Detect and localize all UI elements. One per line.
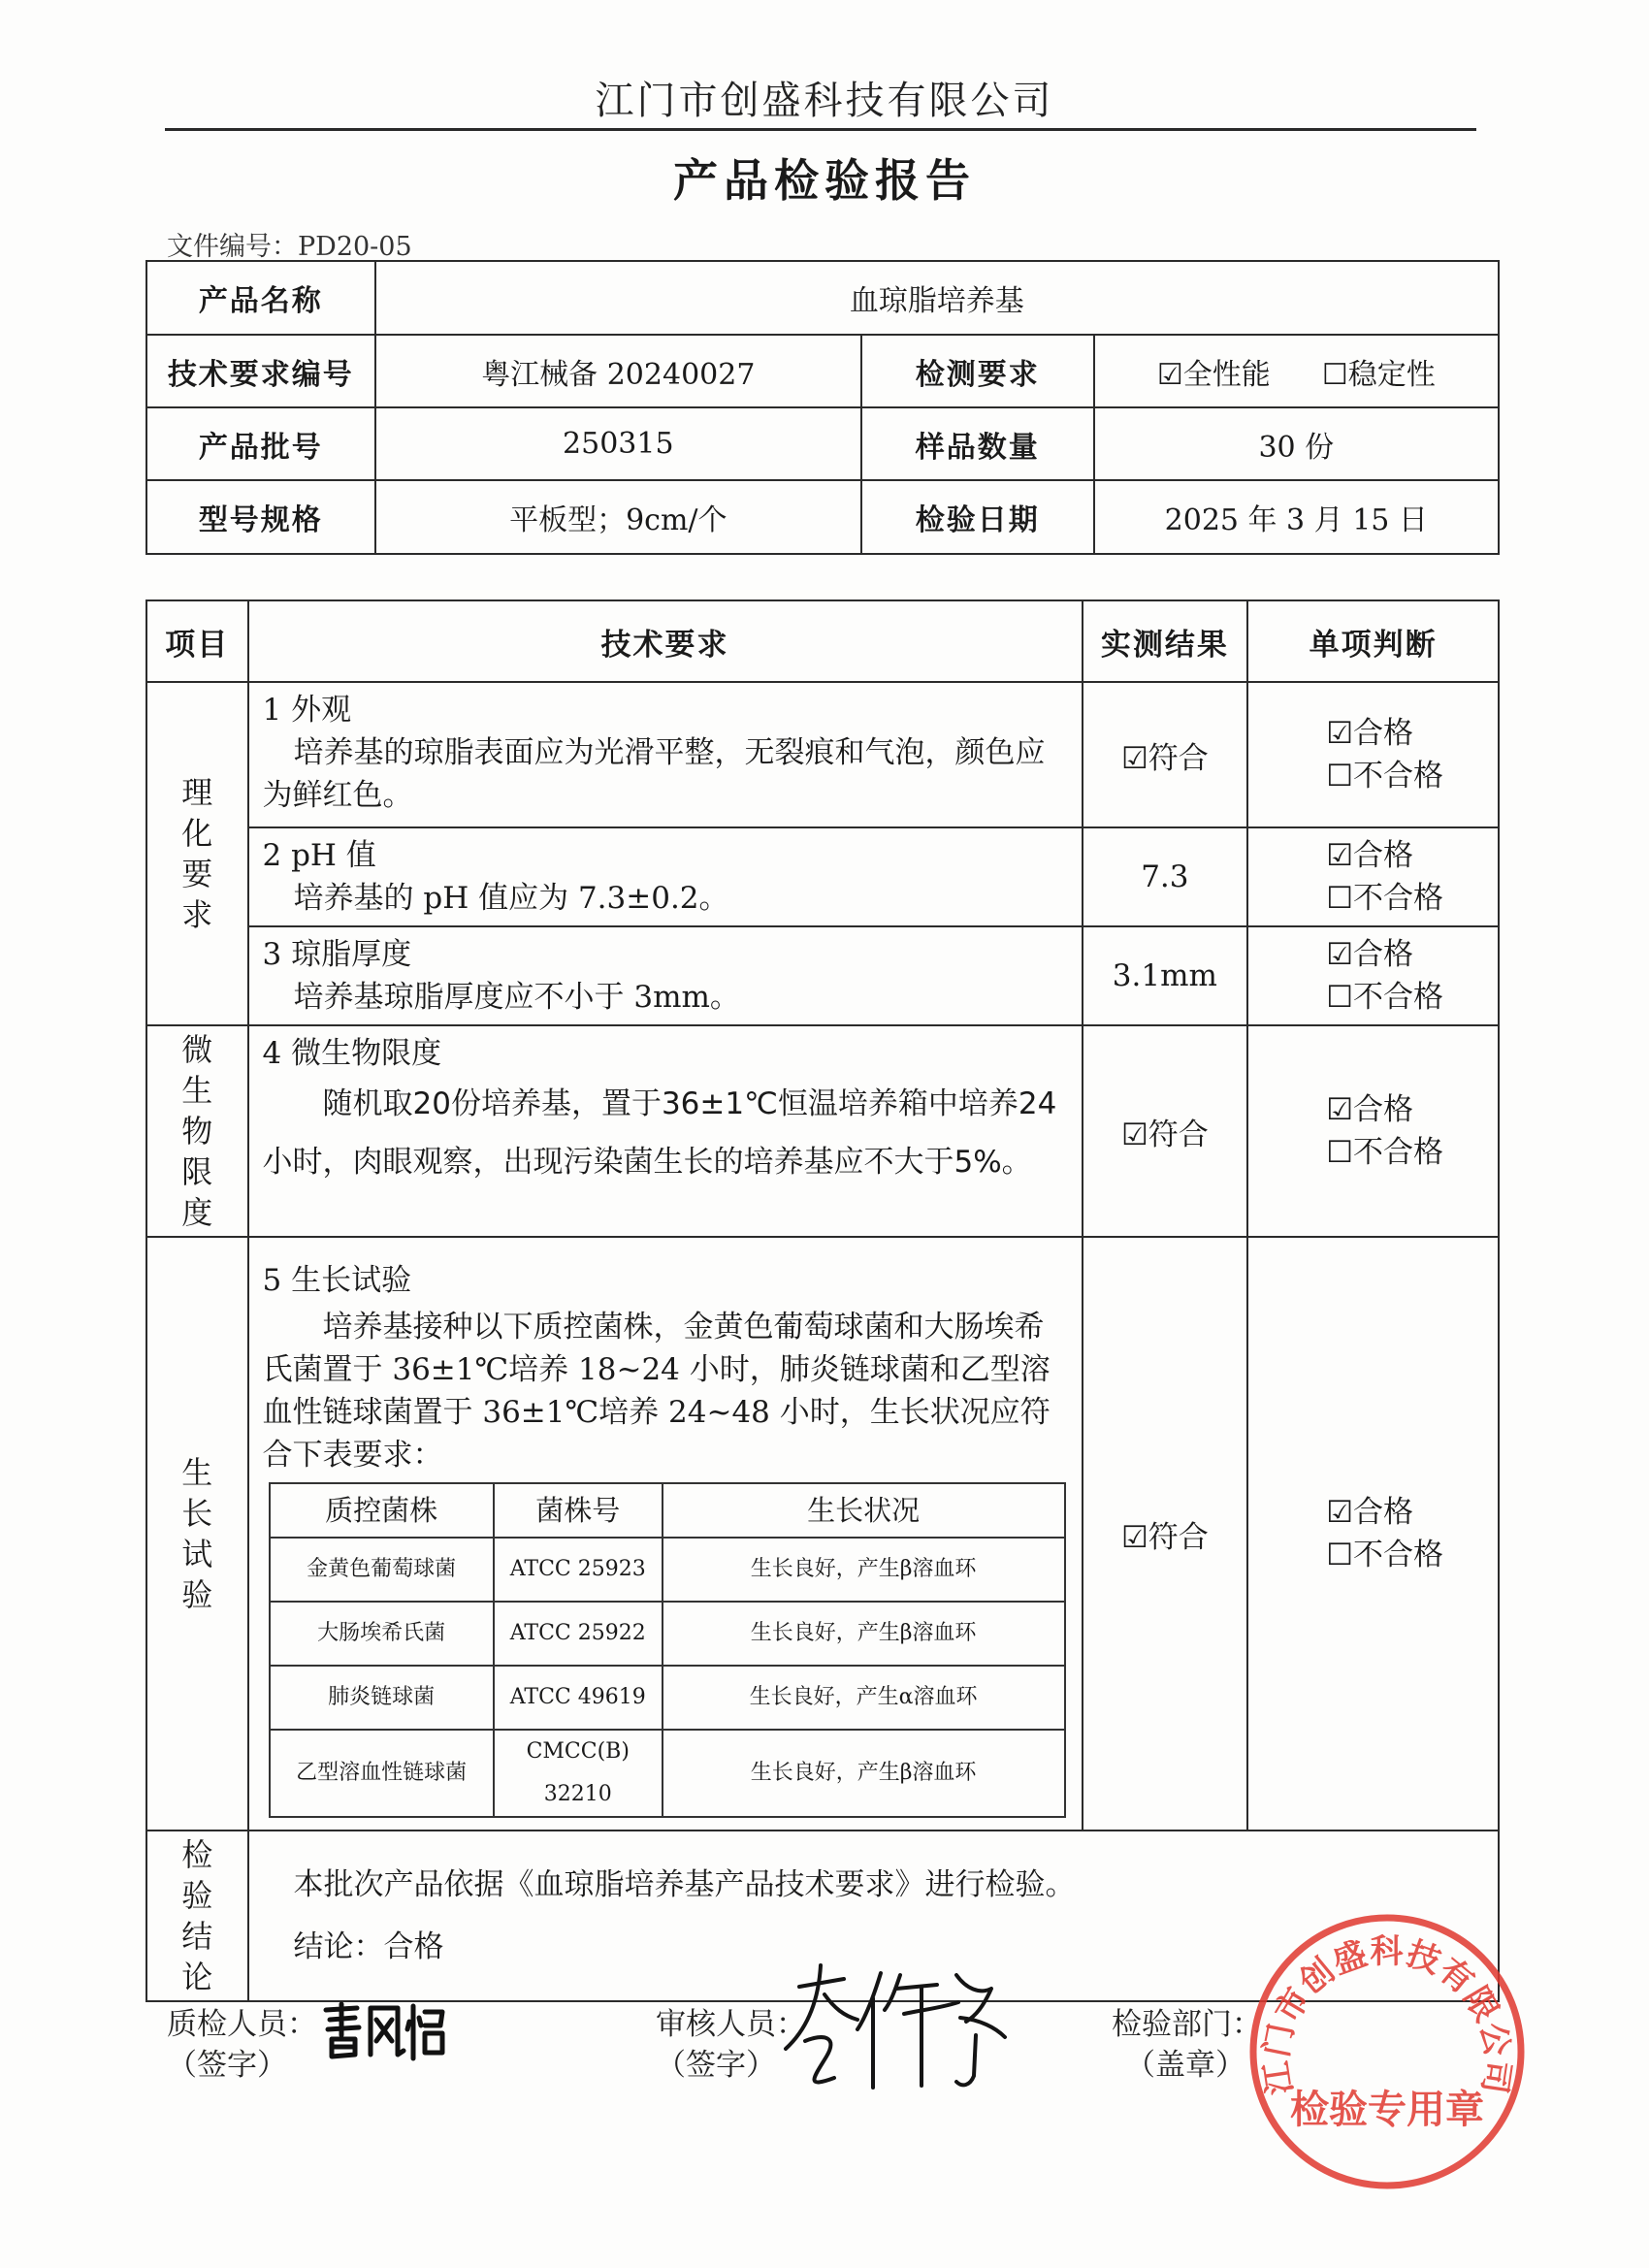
conclusion-result: 结论：合格 [293, 1929, 444, 1964]
batch-value: 250315 [375, 407, 861, 480]
result-thickness: 3.1mm [1083, 926, 1248, 1025]
requirement-appearance: 1 外观 培养基的琼脂表面应为光滑平整，无裂痕和气泡，颜色应为鲜红色。 [248, 682, 1083, 827]
header-item: 项目 [146, 600, 248, 682]
header-judgement: 单项判断 [1247, 600, 1499, 682]
header-requirement: 技术要求 [248, 600, 1083, 682]
company-name: 江门市创盛科技有限公司 [595, 79, 1054, 123]
reviewer-label: 审核人员： [656, 2007, 806, 2042]
result-ph: 7.3 [1083, 827, 1248, 926]
category-physchem: 理 化 要 求 [146, 682, 248, 1025]
requirement-ph: 2 pH 值 培养基的 pH 值应为 7.3±0.2。 [248, 827, 1083, 926]
fail-checkbox: ☐不合格 [1326, 881, 1443, 916]
model-value: 平板型；9cm/个 [375, 480, 861, 554]
strain-header-growth: 生长状况 [663, 1483, 1065, 1538]
seal-center-text: 检验专用章 [1290, 2088, 1484, 2132]
inspector-label: 质检人员： [167, 2007, 317, 2042]
seal-ring-text: 江门市创盛科技有限公司 [1256, 1931, 1518, 2097]
pass-checkbox: ☑合格 [1326, 1495, 1413, 1530]
test-req-value [1094, 335, 1499, 407]
department-note: （盖章） [1125, 2048, 1245, 2083]
requirement-growth-test: 5 生长试验 培养基接种以下质控菌株，金黄色葡萄球菌和大肠埃希氏菌置于 36±1℃培养 18~24 小时，肺炎链球菌和乙型溶血性链球菌置于 36±1℃培养 24~48 小时，生长状况应符合下表要求： 质控菌株 菌株号 生长状况 金黄色葡萄球菌 ATCC 25923 生长良好，产生β溶血环 大肠埃希氏菌 ATCC 25922 生长良好，产生β溶血环 肺炎链球菌 ATCC 49619 生长良好，产生α溶血环 乙型溶血性链球菌 CMCC(B) 32210 生长良好，产生β溶血环 [248, 1237, 1083, 1831]
pass-checkbox: ☑合格 [1326, 838, 1413, 873]
department-block [1112, 2004, 1262, 2086]
full-performance-checkbox: ☑全性能 [1156, 357, 1271, 392]
header-result: 实测结果 [1083, 600, 1248, 682]
model-label: 型号规格 [146, 480, 375, 554]
reviewer-signature [776, 1960, 1018, 2105]
inspector-signature [320, 1996, 446, 2064]
product-name-value: 血琼脂培养基 [375, 261, 1499, 335]
fail-checkbox: ☐不合格 [1326, 980, 1443, 1015]
sample-qty-value: 30 份 [1094, 407, 1499, 480]
judgement-thickness [1247, 926, 1499, 1025]
strain-table [269, 1482, 1066, 1818]
inspection-table [146, 599, 1500, 2002]
judgement-ph [1247, 827, 1499, 926]
product-info-table [146, 260, 1500, 555]
batch-label: 产品批号 [146, 407, 375, 480]
category-conclusion: 检 验 结 论 [146, 1831, 248, 2001]
tech-code-label: 技术要求编号 [146, 335, 375, 407]
strain-header-code: 菌株号 [494, 1483, 663, 1538]
reviewer-note: （签字） [656, 2048, 776, 2083]
requirement-microbial-limit: 4 微生物限度 随机取20份培养基，置于36±1℃恒温培养箱中培养24小时，肉眼观察，出现污染菌生长的培养基应不大于5%。 [248, 1025, 1083, 1237]
strain-header-name: 质控菌株 [270, 1483, 494, 1538]
pass-checkbox: ☑合格 [1326, 716, 1413, 751]
inspector-note: （签字） [167, 2048, 287, 2083]
report-title: 产品检验报告 [673, 154, 976, 207]
sample-qty-label: 样品数量 [861, 407, 1094, 480]
judgement-growth-test [1247, 1237, 1499, 1831]
category-growth-test: 生 长 试 验 [146, 1237, 248, 1831]
table-row: 肺炎链球菌 ATCC 49619 生长良好，产生α溶血环 [270, 1666, 1065, 1730]
table-row: 大肠埃希氏菌 ATCC 25922 生长良好，产生β溶血环 [270, 1602, 1065, 1666]
product-name-label: 产品名称 [146, 261, 375, 335]
inspector-block [167, 2004, 317, 2086]
judgement-microbial-limit [1247, 1025, 1499, 1237]
stability-checkbox: ☐稳定性 [1321, 357, 1436, 392]
result-microbial-limit: ☑符合 [1083, 1025, 1248, 1237]
table-row: 金黄色葡萄球菌 ATCC 25923 生长良好，产生β溶血环 [270, 1538, 1065, 1602]
department-label: 检验部门： [1112, 2007, 1262, 2042]
date-label: 检验日期 [861, 480, 1094, 554]
inspection-seal-stamp [1246, 1911, 1528, 2192]
result-growth-test: ☑符合 [1083, 1237, 1248, 1831]
fail-checkbox: ☐不合格 [1326, 1538, 1443, 1572]
date-value: 2025 年 3 月 15 日 [1094, 480, 1499, 554]
table-row: 乙型溶血性链球菌 CMCC(B) 32210 生长良好，产生β溶血环 [270, 1730, 1065, 1817]
fail-checkbox: ☐不合格 [1326, 759, 1443, 794]
test-req-label: 检测要求 [861, 335, 1094, 407]
result-appearance: ☑符合 [1083, 682, 1248, 827]
file-number: 文件编号：PD20-05 [167, 232, 412, 262]
pass-checkbox: ☑合格 [1326, 937, 1413, 972]
requirement-thickness: 3 琼脂厚度 培养基琼脂厚度应不小于 3mm。 [248, 926, 1083, 1025]
category-microbial-limit: 微 生 物 限 度 [146, 1025, 248, 1237]
header-rule [165, 128, 1476, 131]
pass-checkbox: ☑合格 [1326, 1092, 1413, 1127]
tech-code-value: 粤江械备 20240027 [375, 335, 861, 407]
fail-checkbox: ☐不合格 [1326, 1135, 1443, 1170]
judgement-appearance [1247, 682, 1499, 827]
conclusion-basis: 本批次产品依据《血琼脂培养基产品技术要求》进行检验。 [293, 1867, 1076, 1902]
